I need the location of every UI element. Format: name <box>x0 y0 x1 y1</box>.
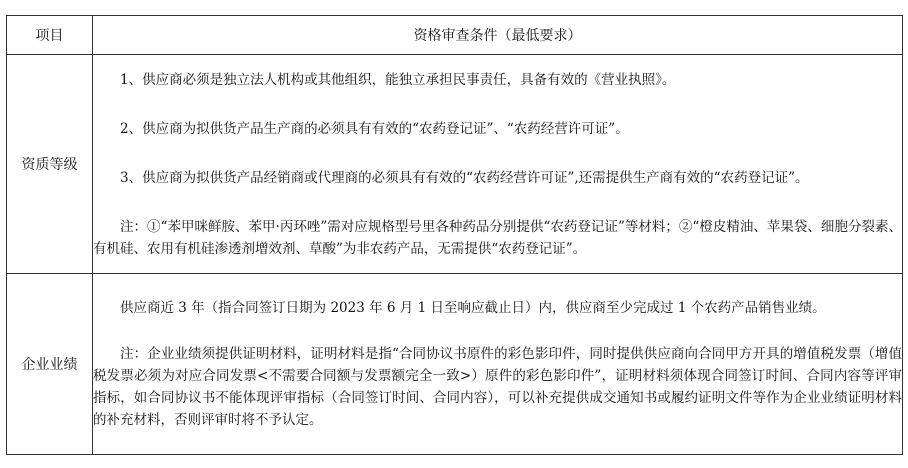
condition-note: 注：企业业绩须提供证明材料，证明材料是指“合同协议书原件的彩色影印件，同时提供供应商向合同甲方开具的增值税发票（增值税发票必须为对应合同发票<不需要合同额与发票额完全一致>）原件的彩色影印件”，证明材料须体现合同签订时间、合同内容等评审指标，如合同协议书不能体现评审指标（合同签订时间、合同内容），可以补充提供成交通知书或履约证明文件等作为企业业绩证明材料的补充材料，否则评审时将不予认定。 <box>93 346 902 428</box>
condition-note: 注：①“苯甲咪鲜胺、苯甲·丙环唑”需对应规格型号里各种药品分别提供“农药登记证”等材料；②“橙皮精油、苹果袋、细胞分裂素、有机硅、农用有机硅渗透剂增效剂、草酸”为非农药产品，无需提供“农药登记证”。 <box>93 218 902 257</box>
condition-paragraph: 供应商近 3 年（指合同签订日期为 2023 年 6 月 1 日至响应截止日）内，供应商至少完成过 1 个农药产品销售业绩。 <box>120 300 826 316</box>
conditions-cell-qualification <box>93 55 903 274</box>
header-item: 项目 <box>7 16 93 55</box>
condition-paragraph: 2、供应商为拟供货产品生产商的必须具有有效的“农药登记证”、“农药经营许可证”。 <box>120 120 629 137</box>
condition-paragraph: 1、供应商必须是独立法人机构或其他组织，能独立承担民事责任，具备有效的《营业执照》。 <box>120 71 676 88</box>
conditions-cell-performance <box>93 274 903 455</box>
condition-paragraph: 3、供应商为拟供货产品经销商或代理商的必须具有有效的“农药经营许可证”,还需提供生产商有效的“农药登记证”。 <box>120 169 809 186</box>
row-label-qualification: 资质等级 <box>7 55 93 274</box>
qualification-requirements-table <box>6 15 903 455</box>
row-label-performance: 企业业绩 <box>7 274 93 455</box>
table-row-performance <box>7 274 903 455</box>
table-row-qualification <box>7 55 903 274</box>
header-conditions: 资格审查条件（最低要求） <box>93 16 903 55</box>
table-header-row <box>7 16 903 55</box>
